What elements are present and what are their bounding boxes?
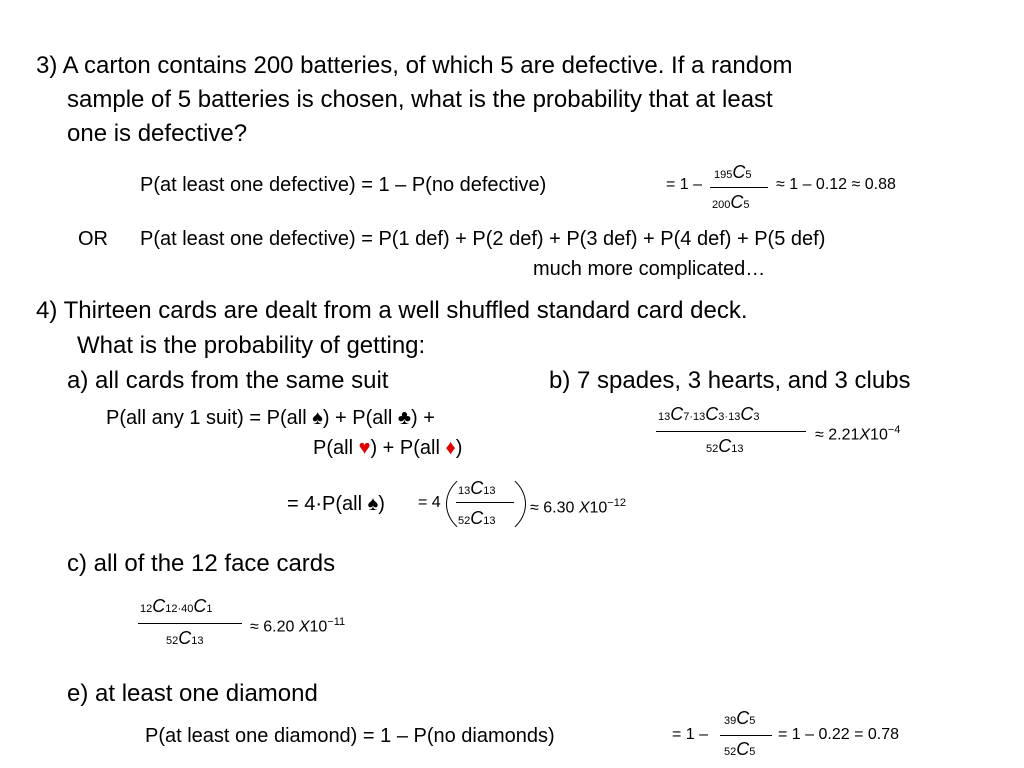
c-den-n: 52 xyxy=(166,635,179,647)
e-den-k: 5 xyxy=(749,746,756,758)
p3-den-n: 200 xyxy=(712,199,731,211)
problem-4-part-c: c) all of the 12 face cards xyxy=(67,550,336,577)
b-den-n: 52 xyxy=(706,443,719,455)
c-result xyxy=(250,613,345,636)
b-result xyxy=(815,421,900,444)
b-result-X: X xyxy=(859,426,871,444)
c-num2-C: C xyxy=(193,596,207,616)
heart-icon: ♥ xyxy=(358,437,371,459)
b-dot-2: · xyxy=(724,411,729,423)
c-result-exp: −11 xyxy=(327,616,346,628)
p3-den-k: 5 xyxy=(743,199,750,211)
b-num1-n: 13 xyxy=(658,411,671,423)
e-num-k: 5 xyxy=(749,715,756,727)
problem-3-line-1: 3) A carton contains 200 batteries, of which 5 are defective. If a random xyxy=(36,52,793,79)
a-equation-2 xyxy=(313,436,462,460)
a-eq2-text-1: P(all xyxy=(313,437,359,459)
b-num3-n: 13 xyxy=(728,411,741,423)
problem-4-part-a: a) all cards from the same suit xyxy=(67,367,389,394)
club-icon: ♣ xyxy=(397,407,411,429)
b-num3-C: C xyxy=(740,404,754,424)
b-den-k: 13 xyxy=(731,443,744,455)
b-num1-C: C xyxy=(670,404,684,424)
c-result-ten: 10 xyxy=(309,618,328,636)
c-numerator xyxy=(140,596,213,617)
p3-fraction-bar xyxy=(710,187,768,188)
e-num-C: C xyxy=(736,708,750,728)
a-num-C: C xyxy=(470,478,484,498)
p3-eq1-result: ≈ 1 – 0.12 ≈ 0.88 xyxy=(776,176,896,193)
p3-equation-1: P(at least one defective) = 1 – P(no defective) xyxy=(140,174,547,196)
c-dot: · xyxy=(177,603,182,615)
a-den-n: 52 xyxy=(458,515,471,527)
a-den-k: 13 xyxy=(483,515,496,527)
p3-eq1-lhs: = 1 – xyxy=(666,176,703,193)
problem-4-part-b: b) 7 spades, 3 hearts, and 3 clubs xyxy=(549,367,911,394)
a-eq3-text-1: = 4·P(all xyxy=(287,493,368,515)
b-den-C: C xyxy=(718,436,732,456)
b-dot-1: · xyxy=(689,411,694,423)
b-num2-n: 13 xyxy=(693,411,706,423)
diamond-icon: ♦ xyxy=(445,437,456,459)
c-num1-n: 12 xyxy=(140,603,153,615)
problem-4-part-e: e) at least one diamond xyxy=(67,680,318,707)
problem-4-line-2: What is the probability of getting: xyxy=(77,332,426,359)
c-result-value: ≈ 6.20 xyxy=(250,618,295,636)
c-fraction-bar xyxy=(138,623,242,624)
b-fraction-bar xyxy=(656,431,806,432)
a-eq1-text-3: ) + xyxy=(410,407,435,429)
e-fraction-bar xyxy=(720,735,772,736)
a-den-C: C xyxy=(470,508,484,528)
a-result xyxy=(530,494,626,517)
a-fraction xyxy=(456,476,516,536)
b-num3-k: 3 xyxy=(753,411,760,423)
a-eq2-text-3: ) xyxy=(455,437,463,459)
c-den-k: 13 xyxy=(191,635,204,647)
c-den-C: C xyxy=(178,628,192,648)
c-num2-n: 40 xyxy=(181,603,194,615)
e-num-n: 39 xyxy=(724,715,737,727)
spade-icon: ♠ xyxy=(312,407,323,429)
e-fraction xyxy=(720,708,776,768)
b-num1-k: 7 xyxy=(683,411,690,423)
p3-num-n: 195 xyxy=(714,169,733,181)
b-numerator xyxy=(658,404,759,425)
e-lhs: = 1 – xyxy=(672,726,709,743)
problem-4-line-1: 4) Thirteen cards are dealt from a well shuffled standard card deck. xyxy=(36,297,748,324)
a-eq3-equals-4: = 4 xyxy=(418,494,441,511)
a-num-n: 13 xyxy=(458,485,471,497)
b-fraction xyxy=(656,404,812,464)
a-eq1-text-1: P(all any 1 suit) = P(all xyxy=(106,407,313,429)
spade-icon: ♠ xyxy=(367,493,379,515)
a-result-ten: 10 xyxy=(589,499,608,517)
c-num1-C: C xyxy=(152,596,166,616)
problem-3-line-3: one is defective? xyxy=(67,120,248,147)
a-fraction-bar xyxy=(456,502,514,503)
e-equation: P(at least one diamond) = 1 – P(no diamonds) xyxy=(145,725,555,747)
p3-num-C: C xyxy=(732,162,746,182)
a-num-k: 13 xyxy=(483,485,496,497)
c-num2-k: 1 xyxy=(206,603,213,615)
e-den-C: C xyxy=(736,739,750,759)
p3-note: much more complicated… xyxy=(533,258,766,280)
b-result-value: ≈ 2.21 xyxy=(815,426,860,444)
b-num2-k: 3 xyxy=(718,411,725,423)
p3-num-k: 5 xyxy=(745,169,752,181)
a-eq1-text-2: ) + P(all xyxy=(322,407,398,429)
p3-den-C: C xyxy=(730,192,744,212)
problem-3-line-2: sample of 5 batteries is chosen, what is the probability that at least xyxy=(67,86,773,113)
b-result-ten: 10 xyxy=(870,426,888,444)
e-den-n: 52 xyxy=(724,746,737,758)
a-equation-1 xyxy=(106,406,435,430)
p3-fraction xyxy=(710,160,770,220)
a-result-value: ≈ 6.30 xyxy=(530,499,575,517)
a-result-X: X xyxy=(578,499,590,517)
e-result: = 1 – 0.22 = 0.78 xyxy=(778,726,899,743)
p3-equation-2: P(at least one defective) = P(1 def) + P(2 def) + P(3 def) + P(4 def) + P(5 def) xyxy=(140,228,826,250)
a-result-exp: −12 xyxy=(607,497,626,509)
b-result-exp: −4 xyxy=(887,424,901,436)
a-eq2-text-2: ) + P(all xyxy=(370,437,446,459)
c-result-X: X xyxy=(298,618,310,636)
c-num1-k: 12 xyxy=(165,603,178,615)
b-num2-C: C xyxy=(705,404,719,424)
a-eq3-text-2: ) xyxy=(378,493,385,515)
p3-or-label: OR xyxy=(78,228,108,250)
a-equation-3 xyxy=(287,492,385,516)
c-fraction xyxy=(138,596,248,656)
